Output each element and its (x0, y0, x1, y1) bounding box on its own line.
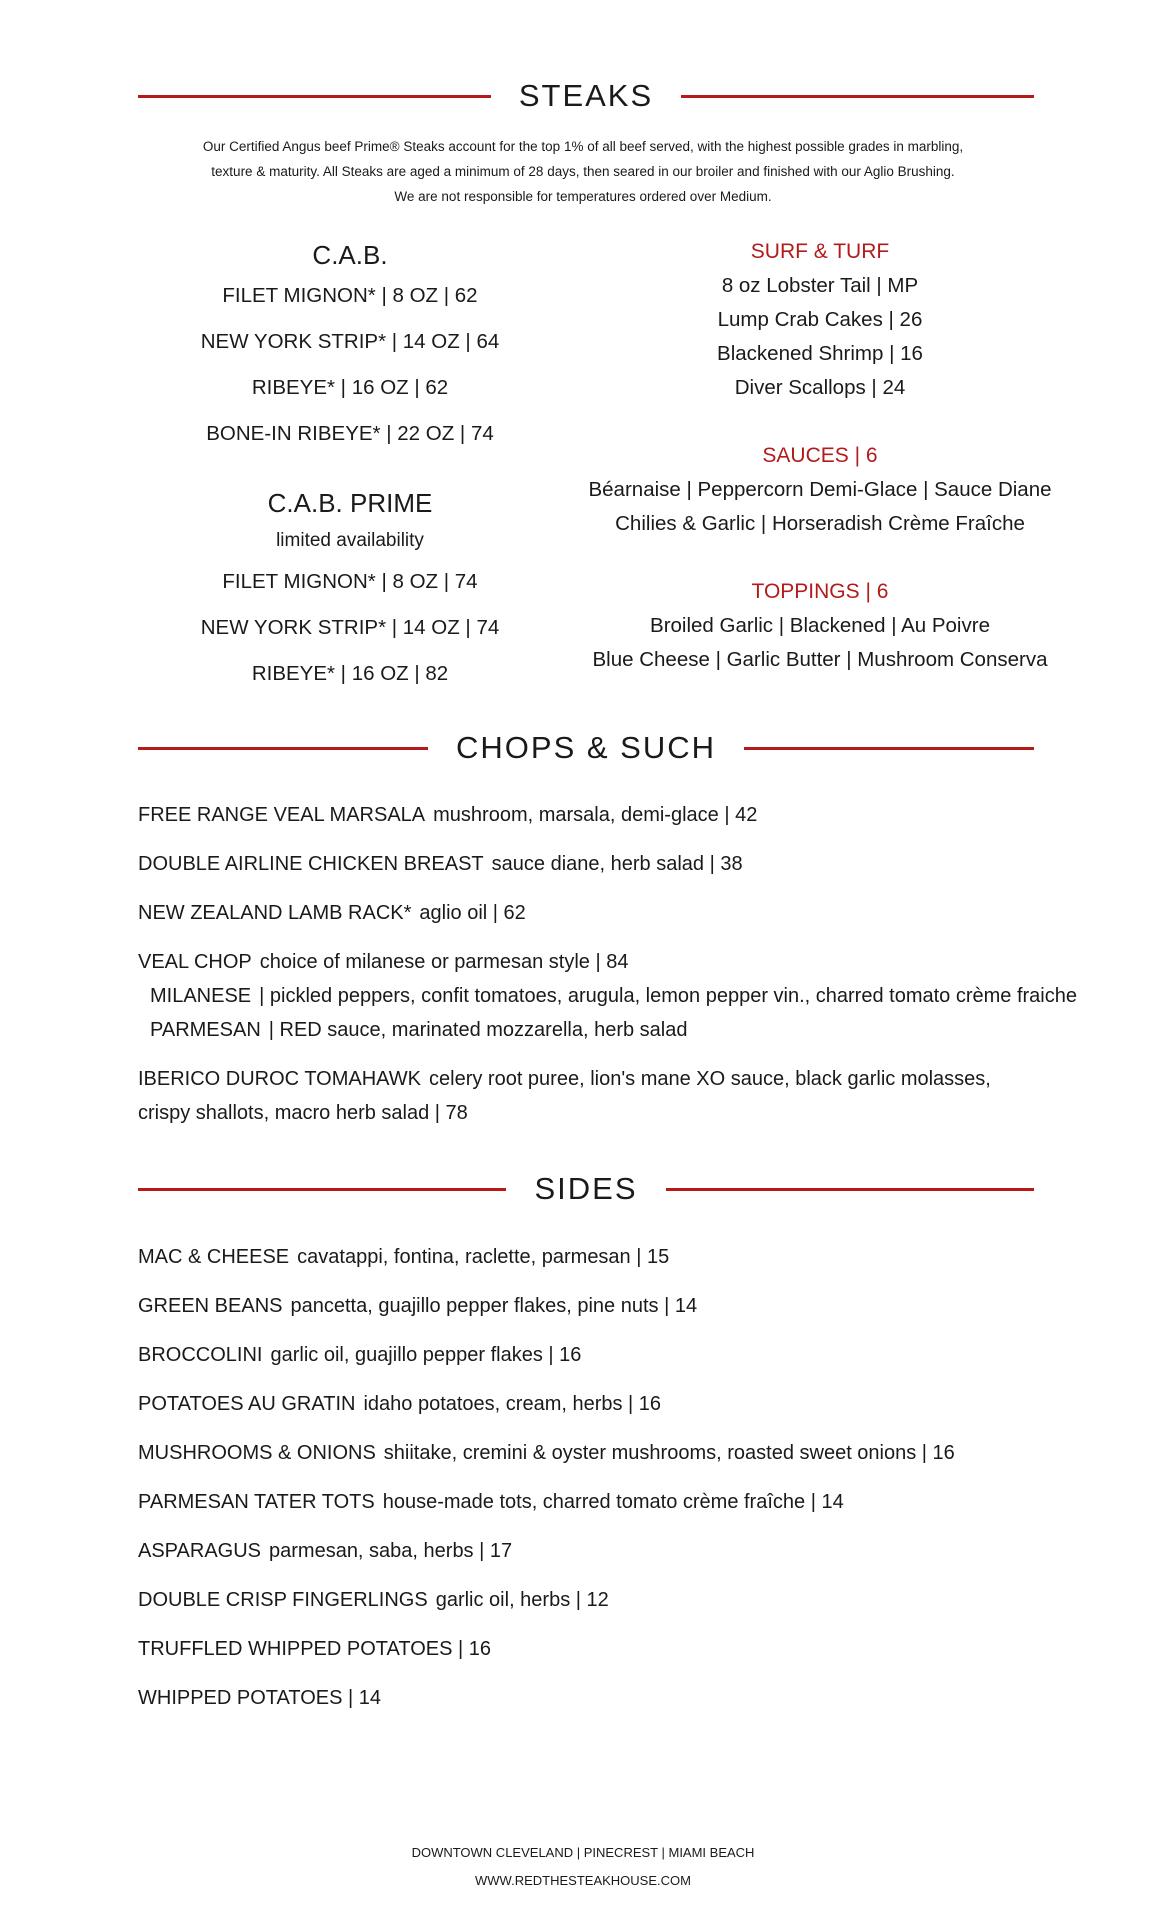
menu-item: Blackened Shrimp | 16 (717, 342, 923, 365)
divider (138, 747, 428, 750)
list-item (138, 1442, 955, 1465)
menu-item: NEW YORK STRIP* | 14 OZ | 64 (200, 330, 500, 353)
menu-item: Lump Crab Cakes | 26 (717, 308, 923, 331)
item-name: PARMESAN (150, 1019, 261, 1041)
menu-item: FILET MIGNON* | 8 OZ | 74 (222, 570, 478, 593)
item-desc: mushroom, marsala, demi-glace | 42 (433, 804, 758, 826)
list-item (150, 985, 1077, 1008)
item-desc: garlic oil, guajillo pepper flakes | 16 (270, 1344, 582, 1366)
menu-item: Broiled Garlic | Blackened | Au Poivre (650, 614, 990, 637)
item-name: TRUFFLED WHIPPED POTATOES | 16 (138, 1638, 492, 1660)
item-desc: shiitake, cremini & oyster mushrooms, roasted sweet onions | 16 (383, 1442, 955, 1464)
item-desc: crispy shallots, macro herb salad | 78 (138, 1102, 468, 1124)
list-item (138, 853, 743, 876)
section-title: STEAKS (518, 78, 654, 113)
section-title: CHOPS & SUCH (456, 730, 716, 765)
item-desc: | RED sauce, marinated mozzarella, herb salad (268, 1019, 688, 1041)
sides-header (138, 1171, 1034, 1207)
steaks-header (138, 78, 1034, 114)
menu-item: BONE-IN RIBEYE* | 22 OZ | 74 (206, 422, 494, 445)
chops-header (138, 730, 1034, 766)
prime-subtitle: limited availability (276, 530, 424, 551)
footer-website[interactable]: WWW.REDTHESTEAKHOUSE.COM (475, 1873, 691, 1888)
item-name: MILANESE (150, 985, 252, 1007)
divider (744, 747, 1034, 750)
item-name: MAC & CHEESE (138, 1246, 290, 1268)
item-name: DOUBLE CRISP FINGERLINGS (138, 1589, 428, 1611)
menu-item: Chilies & Garlic | Horseradish Crème Fraîche (615, 512, 1025, 535)
item-desc: cavatappi, fontina, raclette, parmesan | 15 (297, 1246, 670, 1268)
divider (138, 1188, 506, 1191)
menu-item: FILET MIGNON* | 8 OZ | 62 (222, 284, 478, 307)
item-desc: celery root puree, lion's mane XO sauce, black garlic molasses, (429, 1068, 991, 1090)
list-item (138, 1295, 697, 1318)
list-item (138, 1638, 491, 1661)
item-desc: pancetta, guajillo pepper flakes, pine nuts | 14 (290, 1295, 698, 1317)
cab-title: C.A.B. (312, 240, 388, 270)
menu-item: RIBEYE* | 16 OZ | 82 (251, 662, 449, 685)
list-item (138, 804, 757, 827)
sauces-title: SAUCES | 6 (762, 444, 878, 467)
item-name: BROCCOLINI (138, 1344, 263, 1366)
menu-item: RIBEYE* | 16 OZ | 62 (251, 376, 449, 399)
item-name: POTATOES AU GRATIN (138, 1393, 356, 1415)
intro-line: Our Certified Angus beef Prime® Steaks account for the top 1% of all beef served, with the highest possible grades in marbling, (202, 139, 964, 154)
menu-item: Blue Cheese | Garlic Butter | Mushroom Conserva (592, 648, 1048, 671)
item-desc: garlic oil, herbs | 12 (435, 1589, 609, 1611)
list-item (138, 1102, 468, 1125)
item-name: VEAL CHOP (138, 951, 252, 973)
item-name: NEW ZEALAND LAMB RACK* (138, 902, 412, 924)
list-item (138, 1393, 661, 1416)
divider (666, 1188, 1034, 1191)
item-desc: house-made tots, charred tomato crème fraîche | 14 (382, 1491, 844, 1513)
item-name: IBERICO DUROC TOMAHAWK (138, 1068, 421, 1090)
list-item (138, 1687, 381, 1710)
footer-locations: DOWNTOWN CLEVELAND | PINECREST | MIAMI BEACH (411, 1845, 755, 1860)
item-desc: | pickled peppers, confit tomatoes, arugula, lemon pepper vin., charred tomato crème fraiche (259, 985, 1077, 1007)
list-item (138, 1068, 991, 1091)
surf-title: SURF & TURF (750, 240, 890, 263)
item-desc: idaho potatoes, cream, herbs | 16 (363, 1393, 662, 1415)
divider (681, 95, 1034, 98)
menu-item: Béarnaise | Peppercorn Demi-Glace | Sauce Diane (588, 478, 1052, 501)
item-name: PARMESAN TATER TOTS (138, 1491, 375, 1513)
item-name: FREE RANGE VEAL MARSALA (138, 804, 426, 826)
section-title: SIDES (534, 1171, 638, 1206)
toppings-title: TOPPINGS | 6 (751, 580, 889, 603)
list-item (150, 1019, 688, 1042)
intro-line: We are not responsible for temperatures ordered over Medium. (394, 189, 772, 204)
item-name: WHIPPED POTATOES | 14 (138, 1687, 382, 1709)
list-item (138, 1540, 512, 1563)
menu-item: Diver Scallops | 24 (734, 376, 906, 399)
item-name: GREEN BEANS (138, 1295, 283, 1317)
menu-item: 8 oz Lobster Tail | MP (721, 274, 919, 297)
list-item (138, 951, 628, 974)
menu-item: NEW YORK STRIP* | 14 OZ | 74 (200, 616, 500, 639)
intro-line: texture & maturity. All Steaks are aged a minimum of 28 days, then seared in our broiler and finished with our Aglio Brushing. (211, 164, 955, 179)
list-item (138, 902, 526, 925)
divider (138, 95, 491, 98)
list-item (138, 1491, 844, 1514)
item-name: ASPARAGUS (138, 1540, 261, 1562)
prime-title: C.A.B. PRIME (267, 488, 433, 518)
item-desc: sauce diane, herb salad | 38 (491, 853, 743, 875)
item-name: MUSHROOMS & ONIONS (138, 1442, 376, 1464)
item-name: DOUBLE AIRLINE CHICKEN BREAST (138, 853, 484, 875)
list-item (138, 1246, 669, 1269)
item-desc: parmesan, saba, herbs | 17 (269, 1540, 513, 1562)
item-desc: choice of milanese or parmesan style | 84 (259, 951, 629, 973)
list-item (138, 1344, 581, 1367)
list-item (138, 1589, 609, 1612)
item-desc: aglio oil | 62 (419, 902, 526, 924)
steaks-intro (160, 134, 1006, 209)
